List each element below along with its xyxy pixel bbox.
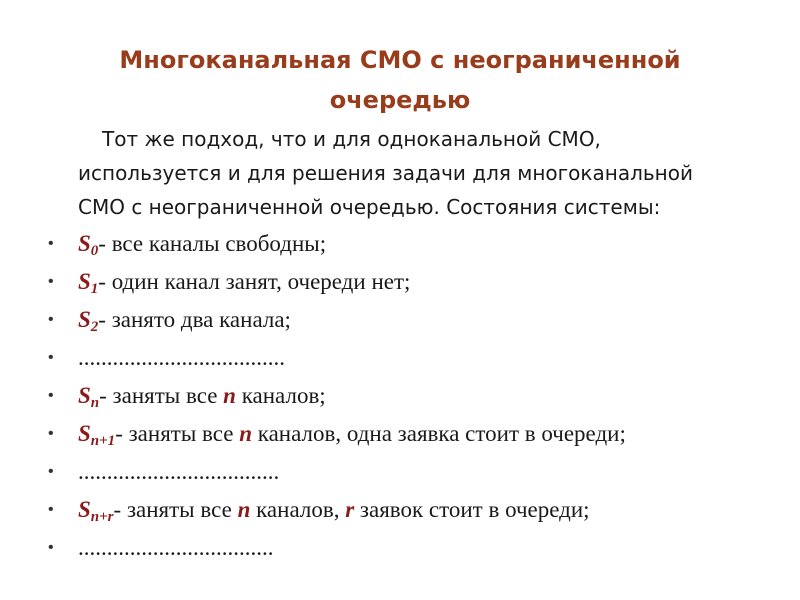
list-item-text: $S_1-$ один канал занят, очереди нет;	[78, 269, 411, 297]
intro-line-3: СМО с неограниченной очередью. Состояния системы:	[78, 195, 661, 219]
state-symbol: $S_{n+1}$	[78, 421, 116, 449]
bullet-icon: •	[48, 273, 54, 290]
title-line-2: очередью	[329, 86, 471, 114]
bullet-icon: •	[48, 425, 54, 442]
list-item	[48, 529, 788, 567]
intro-paragraph	[78, 122, 768, 224]
variable-n: n	[239, 421, 253, 446]
list-item-text: $S_0-$ все каналы свободны;	[78, 231, 327, 259]
list-item-text: $S_{n+1}-$ заняты все n каналов, одна заявка стоит в очереди;	[78, 421, 626, 449]
bullet-icon: •	[48, 235, 54, 252]
slide-title	[60, 40, 740, 120]
bullet-icon: •	[48, 349, 54, 366]
state-symbol: $S_0$	[78, 231, 99, 259]
list-item	[48, 491, 788, 529]
list-item	[48, 377, 788, 415]
list-item-text: $S_2-$ занято два канала;	[78, 307, 291, 335]
states-list	[48, 225, 788, 567]
list-item-text: $S_{n+r}-$ заняты все n каналов, r заявок стоит в очереди;	[78, 497, 590, 525]
list-item	[48, 263, 788, 301]
variable-r: r	[345, 497, 355, 522]
intro-line-2: используется и для решения задачи для многоканальной	[78, 161, 693, 185]
state-symbol: $S_1$	[78, 269, 99, 297]
list-item	[48, 301, 788, 339]
ellipsis-line: ....................................	[78, 345, 285, 370]
list-item	[48, 339, 788, 377]
ellipsis-line: ..................................	[78, 535, 274, 560]
variable-n: n	[237, 497, 251, 522]
state-symbol: $S_2$	[78, 307, 99, 335]
bullet-icon: •	[48, 463, 54, 480]
list-item	[48, 225, 788, 263]
bullet-icon: •	[48, 311, 54, 328]
title-line-1: Многоканальная СМО с неограниченной	[119, 46, 681, 74]
list-item	[48, 453, 788, 491]
bullet-icon: •	[48, 539, 54, 556]
bullet-icon: •	[48, 387, 54, 404]
list-item	[48, 415, 788, 453]
state-symbol: $S_{n+r}$	[78, 497, 114, 525]
list-item-text: $S_n-$ заняты все n каналов;	[78, 383, 326, 411]
variable-n: n	[223, 383, 236, 408]
intro-line-1: Тот же подход, что и для одноканальной СМО,	[102, 127, 601, 151]
ellipsis-line: ...................................	[78, 459, 280, 484]
state-symbol: $S_n$	[78, 383, 100, 411]
bullet-icon: •	[48, 501, 54, 518]
